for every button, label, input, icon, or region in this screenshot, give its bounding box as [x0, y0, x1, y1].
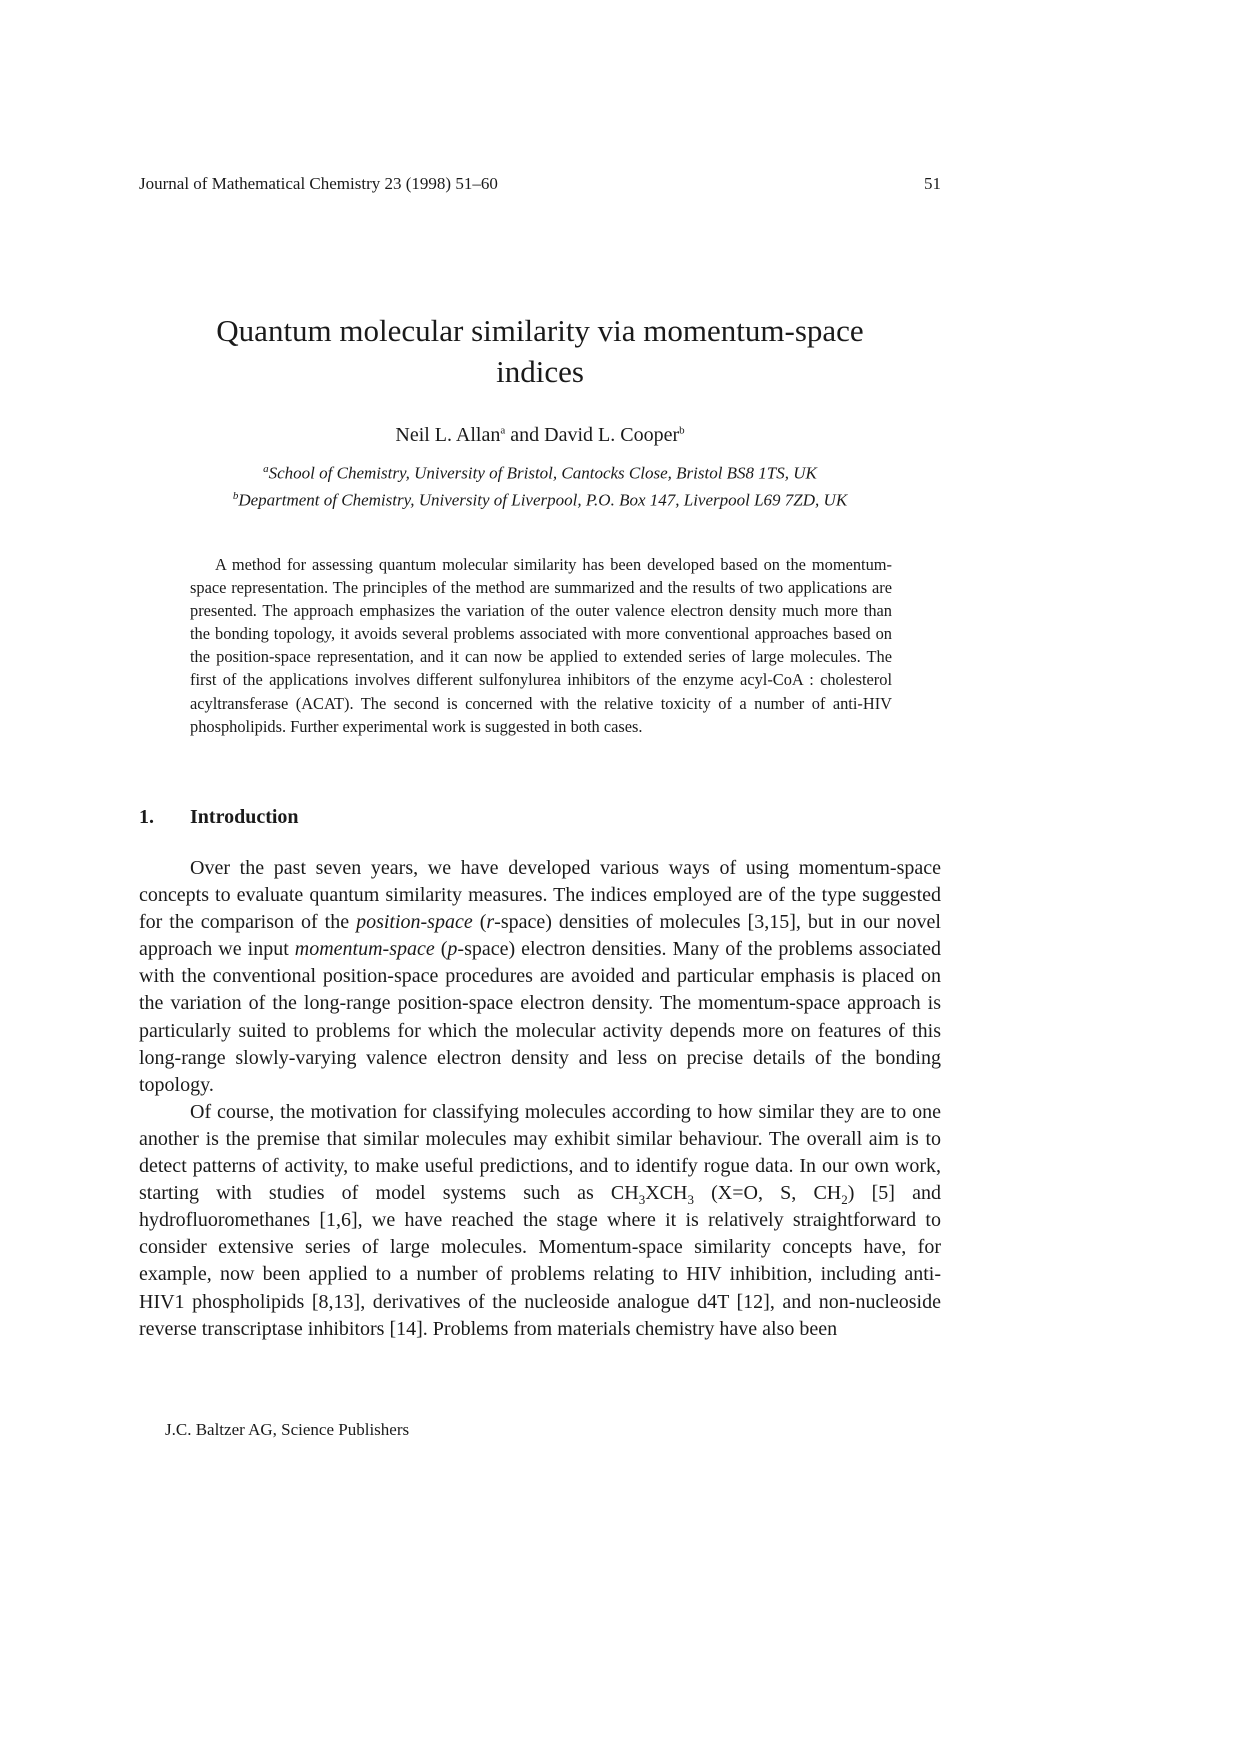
text-run: Of course, the motivation for classifying molecules according to how similar they are to one another is the premise that similar molecules may exhibit similar behaviour. The overall aim is to detect patterns of activity, to make useful predictions, and to identify rogue data. In our own work, starting with studies of model systems such as CH — [139, 1100, 941, 1205]
subscript: 3 — [638, 1192, 646, 1208]
subscript: 2 — [841, 1192, 848, 1208]
page-number: 51 — [924, 174, 941, 193]
affiliation-mark: a — [263, 463, 269, 475]
paragraph — [139, 1099, 941, 1343]
affiliation — [139, 458, 941, 485]
text-run: ( — [434, 938, 448, 961]
text-run: -space) electron densities. Many of the problems associated with the conventional position-space procedures are avoided and particular emphasis is placed on the variation of the long-range position-space electron density. The momentum-space approach is particularly suited to problems for which the molecular activity depends more on features of this long-range slowly-varying valence electron density and less on precise details of the bonding topology. — [139, 938, 941, 1096]
paragraph — [139, 855, 941, 1099]
body-text — [139, 855, 941, 1343]
text-run: -space) densities of molecules [3,15], but in our novel approach we input — [139, 911, 941, 961]
emphasis: momentum-space — [294, 938, 435, 961]
text-run: (X=O, S, CH — [693, 1182, 842, 1205]
subscript: 3 — [687, 1192, 694, 1208]
affiliation-text: School of Chemistry, University of Bristol, Cantocks Close, Bristol BS8 1TS, UK — [268, 463, 817, 483]
running-head — [139, 174, 941, 194]
affiliation — [139, 485, 941, 512]
paper-title — [139, 310, 941, 392]
emphasis: position-space — [356, 911, 473, 934]
affiliation-mark: a — [500, 424, 506, 437]
affiliation-mark: b — [232, 489, 239, 502]
publisher-footer: J.C. Baltzer AG, Science Publishers — [165, 1420, 410, 1439]
affiliations — [139, 458, 941, 511]
text-run: Over the past seven years, we have developed various ways of using momentum-space concepts to evaluate quantum similarity measures. The indices employed are of the type suggested for the comparison of the — [139, 857, 941, 934]
abstract: A method for assessing quantum molecular similarity has been developed based on the momentum-space representation. The principles of the method are summarized and the results of two applications are presented. The approach emphasizes the variation of the outer valence electron density much more than the bonding topology, it avoids several problems associated with more conventional approaches based on the position-space representation, and it can now be applied to extended series of large molecules. The first of the applications involves different sulfonylurea inhibitors of the enzyme acyl-CoA : cholesterol acyltransferase (ACAT). The second is concerned with the relative toxicity of a number of anti-HIV phospholipids. Further experimental work is suggested in both cases. — [190, 555, 892, 736]
math-variable: r — [486, 911, 495, 934]
author-name: David L. Cooper — [544, 424, 680, 446]
author-joiner: and — [505, 424, 545, 446]
math-variable: p — [447, 938, 458, 961]
section-title: Introduction — [190, 806, 299, 828]
author-list — [139, 424, 941, 447]
section-heading — [139, 806, 299, 829]
affiliation-text: Department of Chemistry, University of Liverpool, P.O. Box 147, Liverpool L69 7ZD, UK — [238, 490, 848, 510]
text-run: XCH — [645, 1182, 688, 1205]
journal-citation: Journal of Mathematical Chemistry 23 (1998) 51–60 — [139, 174, 498, 193]
title-line-2: indices — [496, 354, 584, 389]
author-name: Neil L. Allan — [395, 424, 501, 446]
title-line-1: Quantum molecular similarity via momentum-space — [216, 313, 864, 348]
affiliation-mark: b — [679, 424, 685, 437]
text-run: ) [5] and hydrofluoromethanes [1,6], we have reached the stage where it is relatively straightforward to consider extensive series of large molecules. Momentum-space similarity concepts have, for example, now been applied to a number of problems relating to HIV inhibition, including anti-HIV1 phospholipids [8,13], derivatives of the nucleoside analogue d4T [12], and non-nucleoside reverse transcriptase inhibitors [14]. Problems from materials chemistry have also been — [139, 1182, 942, 1340]
section-number: 1. — [139, 806, 154, 828]
text-run: ( — [472, 911, 487, 934]
